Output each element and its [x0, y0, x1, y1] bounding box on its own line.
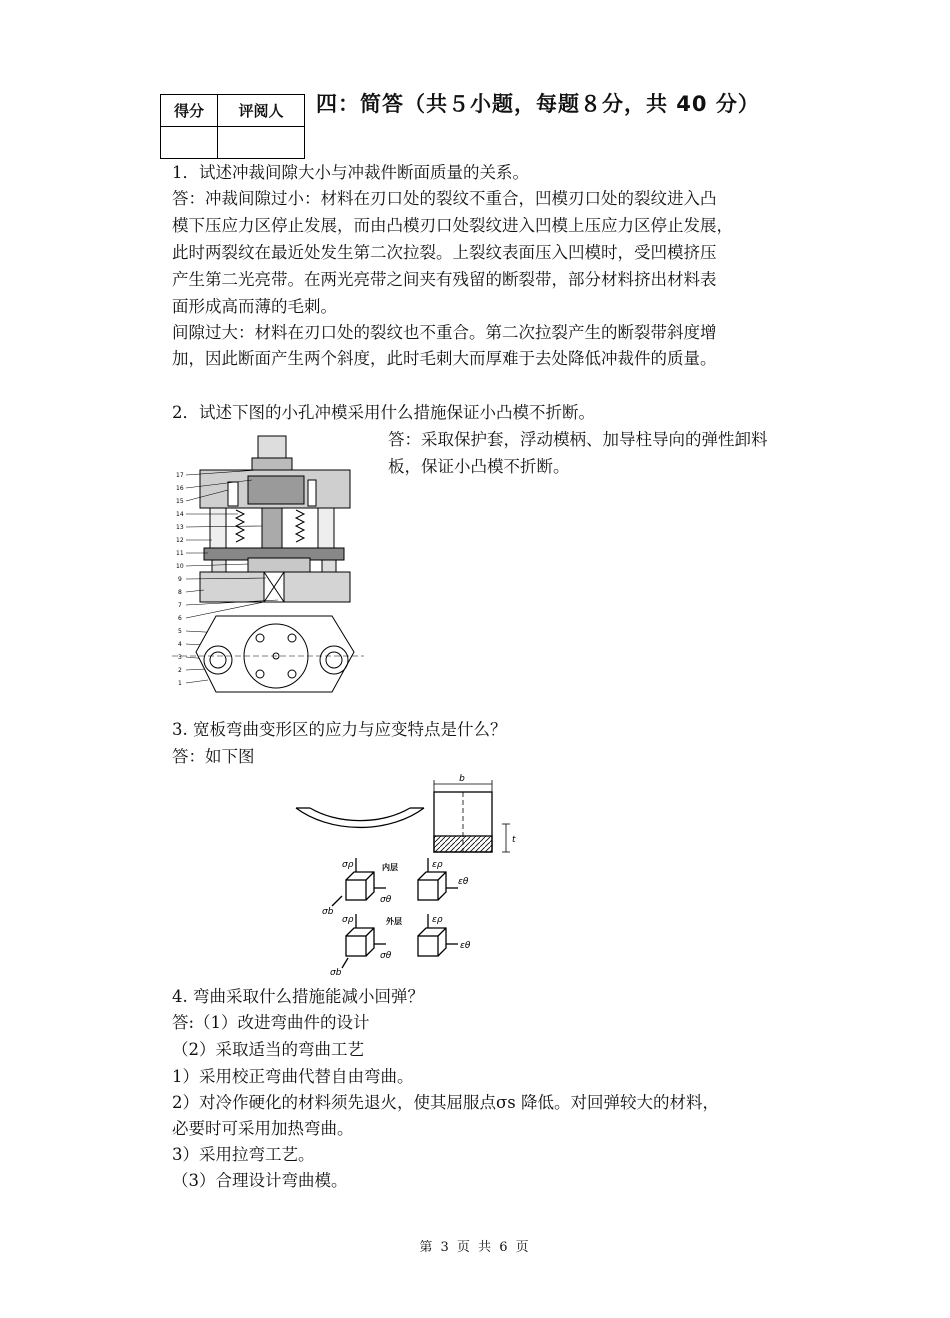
part-number: 6 — [178, 615, 182, 622]
part-number: 14 — [176, 511, 184, 518]
q4-answer-line: 2）对冷作硬化的材料须先退火，使其屈服点σs 降低。对回弹较大的材料， — [172, 1093, 719, 1112]
score-table — [160, 94, 305, 159]
punch-die-drawing — [168, 430, 368, 706]
part-number: 8 — [178, 589, 182, 596]
part-number: 4 — [178, 641, 182, 648]
part-number: 3 — [178, 654, 182, 661]
q1-answer-line: 加，因此断面产生两个斜度，此时毛刺大而厚难于去处降低冲裁件的质量。 — [172, 349, 717, 368]
eps-rho-label: ερ — [432, 915, 443, 925]
q1-answer-line: 答：冲裁间隙过小：材料在刃口处的裂纹不重合，凹模刃口处的裂纹进入凸 — [172, 189, 717, 208]
part-number: 12 — [176, 537, 184, 544]
part-number: 9 — [178, 576, 182, 583]
part-number: 13 — [176, 524, 184, 531]
part-number: 7 — [178, 602, 182, 609]
q2-answer-line: 板，保证小凸模不折断。 — [388, 457, 570, 476]
q4-answer-line: （2）采取适当的弯曲工艺 — [172, 1040, 364, 1059]
q2-question: 2．试述下图的小孔冲模采用什么措施保证小凸模不折断。 — [172, 403, 595, 422]
part-number: 11 — [176, 550, 184, 557]
score-label: 得分 — [161, 95, 218, 127]
width-label: b — [459, 774, 465, 784]
q4-answer-line: （3）合理设计弯曲模。 — [172, 1171, 348, 1190]
eps-theta-label: εθ — [458, 877, 469, 887]
part-number: 17 — [176, 472, 184, 479]
outer-layer-label: 外层 — [386, 917, 402, 926]
q1-question: 1．试述冲裁间隙大小与冲裁件断面质量的关系。 — [172, 163, 529, 182]
q2-answer-line: 答：采取保护套，浮动模柄、加导柱导向的弹性卸料 — [388, 430, 768, 449]
q1-answer-line: 间隙过大：材料在刃口处的裂纹也不重合。第二次拉裂产生的断裂带斜度增 — [172, 323, 717, 342]
q4-answer-line: 必要时可采用加热弯曲。 — [172, 1119, 354, 1138]
q3-question: 3. 宽板弯曲变形区的应力与应变特点是什么？ — [172, 720, 507, 739]
section-title: 四：简答（共５小题，每题８分，共 40 分） — [316, 92, 760, 116]
reviewer-label: 评阅人 — [218, 95, 305, 127]
q1-answer-line: 此时两裂纹在最近处发生第二次拉裂。上裂纹表面压入凹模时，受凹模挤压 — [172, 243, 717, 262]
q4-answer-line: 1）采用校正弯曲代替自由弯曲。 — [172, 1067, 414, 1086]
sigma-rho-label: σρ — [342, 860, 354, 870]
sigma-b-label: σb — [322, 907, 334, 917]
bending-stress-diagram — [290, 772, 530, 978]
part-number: 5 — [178, 628, 182, 635]
sigma-rho-label: σρ — [342, 915, 354, 925]
q1-answer-line: 模下压应力区停止发展，而由凸模刃口处裂纹进入凹模上压应力区停止发展， — [172, 216, 733, 235]
q1-answer-line: 产生第二光亮带。在两光亮带之间夹有残留的断裂带，部分材料挤出材料表 — [172, 270, 717, 289]
eps-rho-label: ερ — [432, 860, 443, 870]
q4-question: 4. 弯曲采取什么措施能减小回弹？ — [172, 987, 424, 1006]
sigma-b-label: σb — [330, 968, 342, 978]
q4-answer-line: 3）采用拉弯工艺。 — [172, 1145, 315, 1164]
q3-answer: 答：如下图 — [172, 747, 255, 766]
reviewer-cell[interactable] — [218, 127, 305, 159]
part-number: 10 — [176, 563, 184, 570]
part-number: 15 — [176, 498, 184, 505]
score-cell[interactable] — [161, 127, 218, 159]
sigma-theta-label: σθ — [380, 895, 392, 905]
page-footer: 第 3 页 共 6 页 — [419, 1240, 531, 1255]
part-number: 2 — [178, 667, 182, 674]
inner-layer-label: 内层 — [382, 863, 398, 872]
part-number: 16 — [176, 485, 184, 492]
sigma-theta-label: σθ — [380, 951, 392, 961]
q1-answer-line: 面形成高而薄的毛刺。 — [172, 297, 337, 316]
part-number: 1 — [178, 680, 182, 687]
eps-theta-label: εθ — [460, 941, 471, 951]
q4-answer-line: 答:（1）改进弯曲件的设计 — [172, 1013, 370, 1032]
thickness-label: t — [512, 835, 516, 845]
